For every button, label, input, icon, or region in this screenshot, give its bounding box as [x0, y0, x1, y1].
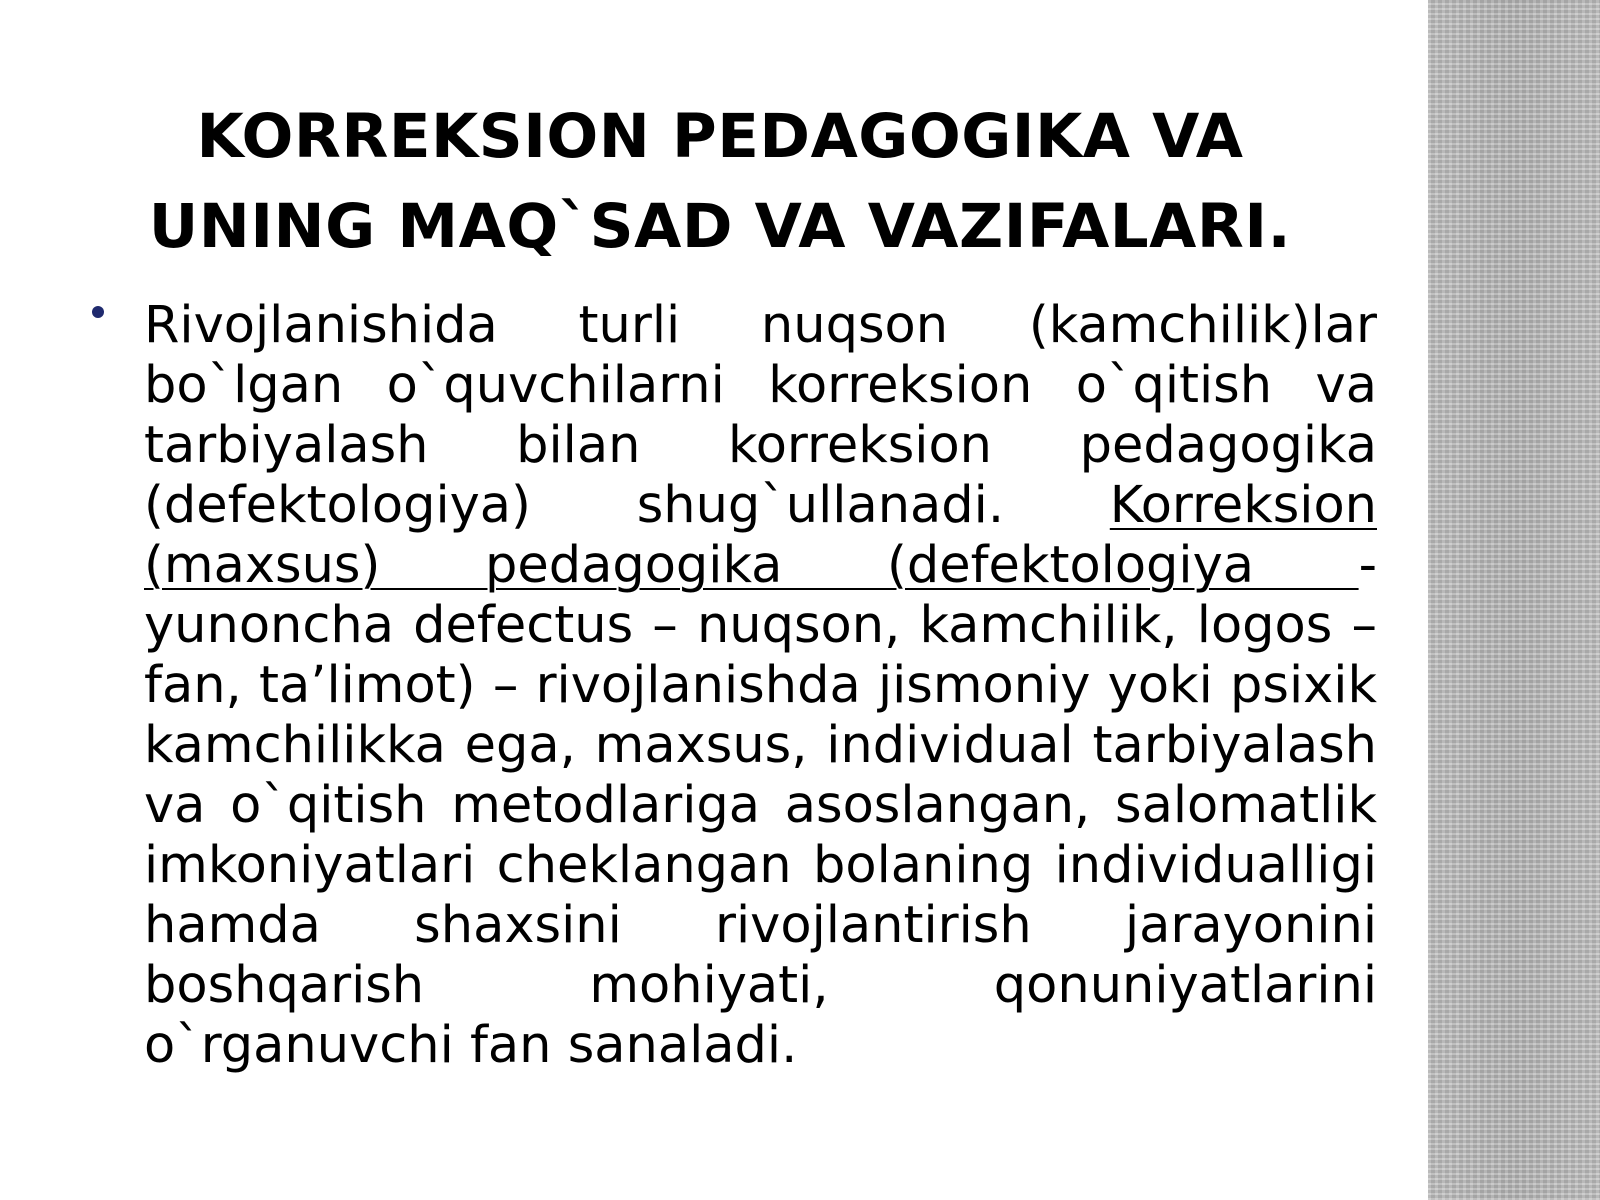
- decorative-side-band: [1428, 0, 1600, 1200]
- slide-title: KORREKSION PEDAGOGIKA VA UNING MAQ`SAD VA VAZIFALARI.: [148, 101, 1292, 262]
- body-text-underlined: Korreksion (maxsus) pedagogika (defektologiya: [144, 476, 1377, 595]
- body-paragraph: [144, 296, 1377, 1076]
- bullet-icon: [92, 306, 104, 318]
- slide-body: [92, 296, 1377, 1076]
- body-text-intro: Rivojlanishida turli nuqson (kamchilik)lar bo`lgan o`quvchilarni korreksion o`qitish va tarbiyalash bilan korreksion pedagogika (defektologiya) shug`ullanadi.: [144, 296, 1377, 535]
- body-text-definition: - yunoncha defectus – nuqson, kamchilik, logos – fan, ta’limot) – rivojlanishda jismoniy yoki psixik kamchilikka ega, maxsus, individual tarbiyalash va o`qitish metodlariga asoslangan, salomatlik imkoniyatlari cheklangan bolaning individualligi hamda shaxsini rivojlantirish jarayonini boshqarish mohiyati, qonuniyatlarini o`rganuvchi fan sanaladi.: [144, 536, 1377, 1075]
